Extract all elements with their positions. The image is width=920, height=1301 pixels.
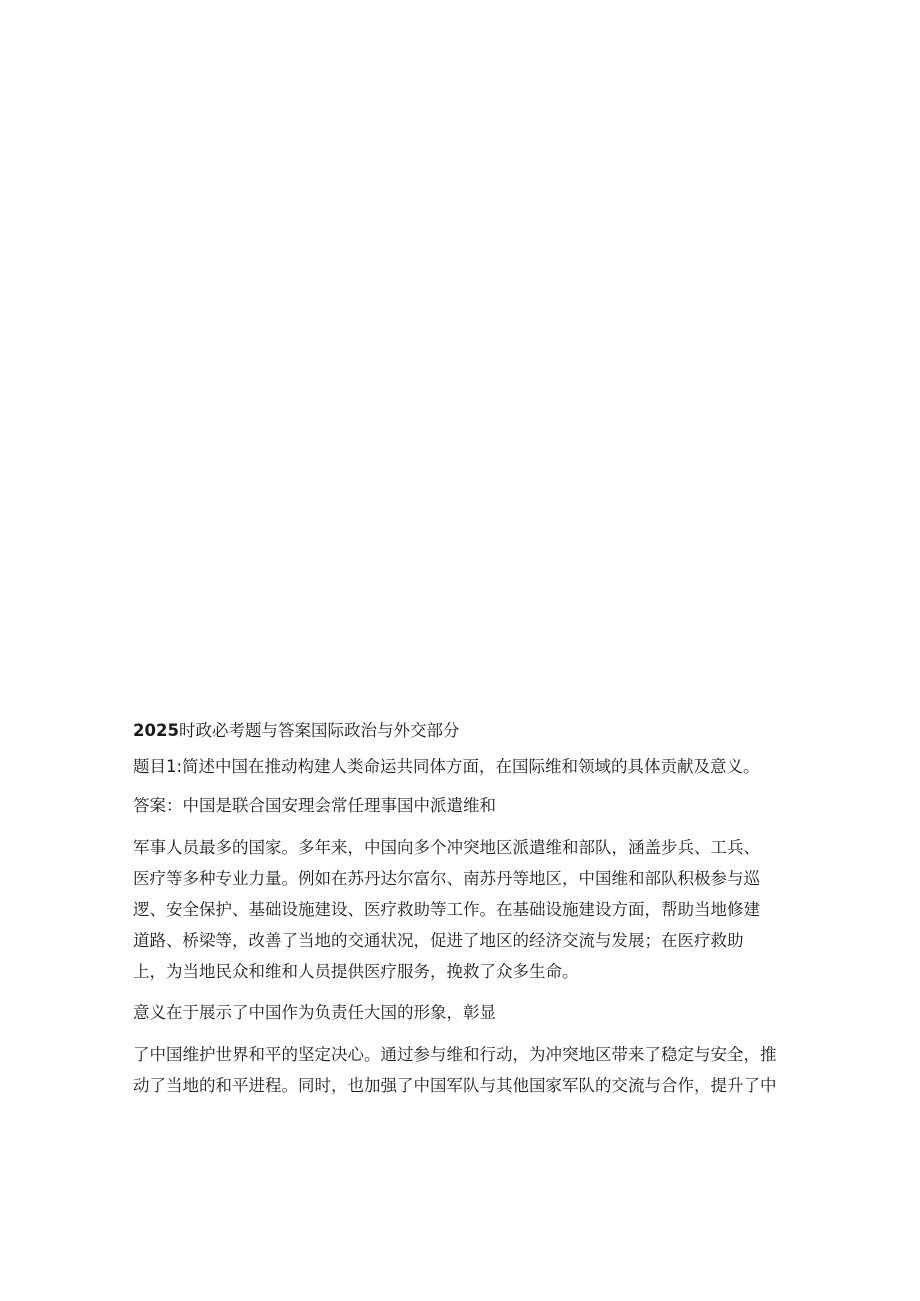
answer-body-line: 逻、安全保护、基础设施建设、医疗救助等工作。在基础设施建设方面，帮助当地修建 (133, 900, 760, 919)
significance-body-line: 了中国维护世界和平的坚定决心。通过参与维和行动，为冲突地区带来了稳定与安全，推 (133, 1045, 777, 1064)
title-text: 时政必考题与答案国际政治与外交部分 (178, 721, 460, 740)
answer-body-line: 医疗等多种专业力量。例如在苏丹达尔富尔、南苏丹等地区，中国维和部队积极参与巡 (133, 869, 760, 888)
answer-body-line: 道路、桥梁等，改善了当地的交通状况，促进了地区的经济交流与发展；在医疗救助 (133, 931, 744, 950)
answer-intro-text: 答案：中国是联合国安理会常任理事国中派遣维和 (133, 796, 496, 815)
document-content (133, 718, 795, 1114)
document-title (133, 718, 795, 744)
significance-intro-paragraph (133, 1000, 795, 1026)
answer-body-paragraph (133, 832, 795, 987)
question-paragraph (133, 754, 795, 780)
title-year: 2025 (133, 721, 179, 740)
question-text: 题目1:简述中国在推动构建人类命运共同体方面，在国际维和领域的具体贡献及意义。 (133, 757, 760, 776)
significance-body-line: 动了当地的和平进程。同时，也加强了中国军队与其他国家军队的交流与合作，提升了中 (133, 1076, 777, 1095)
significance-body-paragraph (133, 1039, 795, 1101)
answer-body-line: 军事人员最多的国家。多年来，中国向多个冲突地区派遣维和部队，涵盖步兵、工兵、 (133, 838, 760, 857)
answer-body-line: 上，为当地民众和维和人员提供医疗服务，挽救了众多生命。 (133, 962, 579, 981)
significance-intro-text: 意义在于展示了中国作为负责任大国的形象，彰显 (133, 1003, 496, 1022)
answer-intro-paragraph (133, 793, 795, 819)
